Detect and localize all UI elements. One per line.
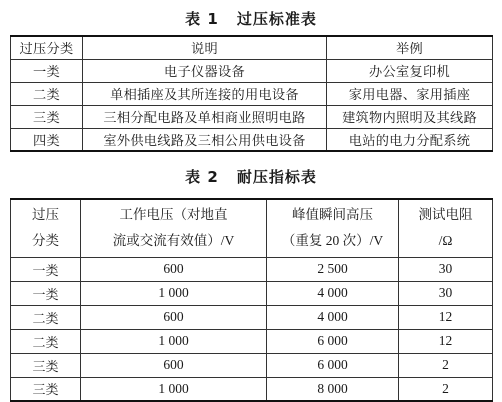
table-cell: 600 [81, 353, 267, 377]
table2-caption [0, 166, 502, 187]
table-cell: 四类 [11, 128, 83, 151]
table-cell: 30 [399, 257, 493, 281]
table-row [11, 281, 493, 305]
table-row [11, 329, 493, 353]
table-cell: 1 000 [81, 329, 267, 353]
header-cell: 过压分类 [11, 36, 83, 59]
header-line: 工作电压（对地直 [119, 207, 228, 223]
table-cell: 2 500 [267, 257, 399, 281]
table-cell: 30 [399, 281, 493, 305]
table-cell: 12 [399, 329, 493, 353]
header-line: 峰值瞬间高压 [292, 207, 373, 223]
header-line: 过压 [32, 207, 59, 223]
table-cell: 三类 [11, 377, 81, 401]
table-cell: 三类 [11, 105, 83, 128]
withstand-voltage-table [10, 198, 493, 402]
table-cell: 2 [399, 353, 493, 377]
table-cell: 二类 [11, 82, 83, 105]
header-cell: 举例 [327, 36, 493, 59]
table-cell: 办公室复印机 [327, 59, 493, 82]
table-cell: 600 [81, 257, 267, 281]
table-cell: 2 [399, 377, 493, 401]
table-cell: 4 000 [267, 305, 399, 329]
overvoltage-standard-table [10, 35, 493, 152]
table-cell: 4 000 [267, 281, 399, 305]
table1-caption-title: 过压标准表 [236, 10, 317, 28]
table1-caption-number: 表 1 [185, 10, 219, 28]
table-cell: 三类 [11, 353, 81, 377]
header-line: （重复 20 次）/V [281, 233, 384, 249]
table-cell: 一类 [11, 59, 83, 82]
header-line: 分类 [32, 233, 59, 249]
table-cell: 二类 [11, 305, 81, 329]
table-row [11, 82, 493, 105]
table-header-row [11, 199, 493, 257]
table-cell: 三相分配电路及单相商业照明电路 [83, 105, 327, 128]
header-line: /Ω [438, 233, 453, 249]
table-row [11, 305, 493, 329]
table-cell: 电子仪器设备 [83, 59, 327, 82]
table-cell: 1 000 [81, 377, 267, 401]
table-row [11, 105, 493, 128]
table-row [11, 128, 493, 151]
table-cell: 8 000 [267, 377, 399, 401]
header-cell-peak-voltage [267, 199, 399, 257]
table-cell: 室外供电线路及三相公用供电设备 [83, 128, 327, 151]
header-cell-test-resistance [399, 199, 493, 257]
table-cell: 一类 [11, 257, 81, 281]
header-line: 流或交流有效值）/V [112, 233, 235, 249]
table-row [11, 377, 493, 401]
table-cell: 1 000 [81, 281, 267, 305]
table1-caption [0, 8, 502, 29]
table-cell: 二类 [11, 329, 81, 353]
table-cell: 6 000 [267, 329, 399, 353]
header-cell-class [11, 199, 81, 257]
header-line: 测试电阻 [418, 207, 473, 223]
table-cell: 单相插座及其所连接的用电设备 [83, 82, 327, 105]
table-header-row [11, 36, 493, 59]
table2-caption-number: 表 2 [185, 168, 219, 186]
table-cell: 12 [399, 305, 493, 329]
table-row [11, 59, 493, 82]
table-row [11, 257, 493, 281]
table-cell: 电站的电力分配系统 [327, 128, 493, 151]
table2-caption-title: 耐压指标表 [236, 168, 317, 186]
header-cell-working-voltage [81, 199, 267, 257]
table-cell: 建筑物内照明及其线路 [327, 105, 493, 128]
table-cell: 6 000 [267, 353, 399, 377]
table-cell: 一类 [11, 281, 81, 305]
header-cell: 说明 [83, 36, 327, 59]
table-cell: 600 [81, 305, 267, 329]
table-cell: 家用电器、家用插座 [327, 82, 493, 105]
table-row [11, 353, 493, 377]
